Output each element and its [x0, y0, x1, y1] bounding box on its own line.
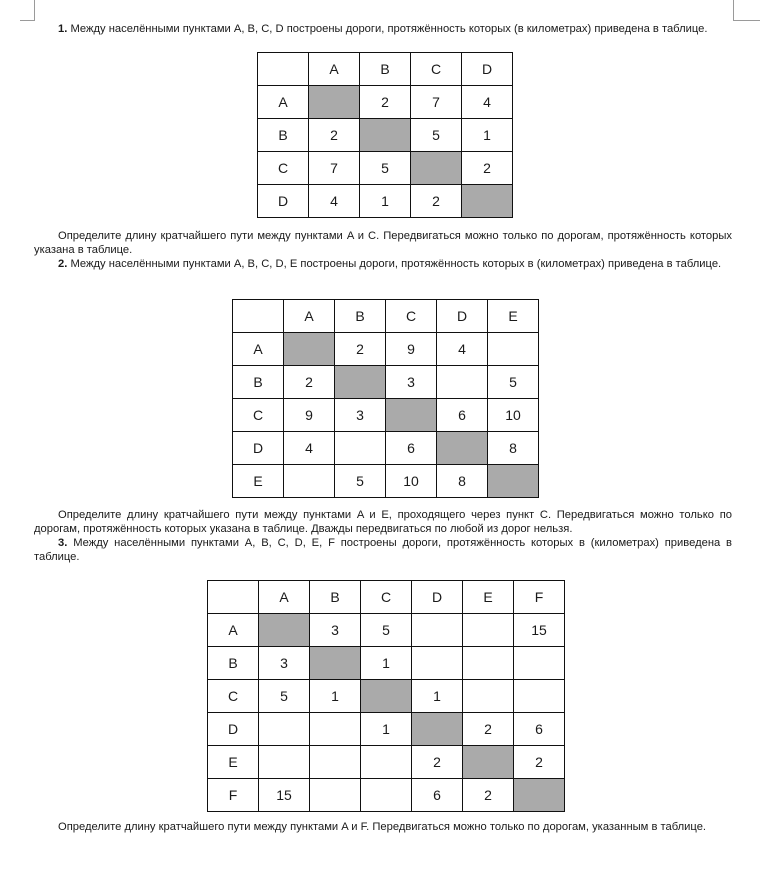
page-corner-mark-right	[733, 0, 760, 21]
distance-cell: 4	[437, 333, 488, 366]
distance-cell	[310, 713, 361, 746]
table-row	[233, 399, 539, 432]
distance-cell: 5	[488, 366, 539, 399]
distance-cell: 2	[412, 746, 463, 779]
distance-cell	[259, 713, 310, 746]
table-header-row	[258, 53, 513, 86]
distance-cell: 3	[386, 366, 437, 399]
distance-cell	[284, 465, 335, 498]
distance-cell	[437, 366, 488, 399]
diagonal-cell	[463, 746, 514, 779]
distance-cell: 8	[437, 465, 488, 498]
distance-cell	[259, 746, 310, 779]
distance-cell: 6	[412, 779, 463, 812]
distance-cell: 6	[386, 432, 437, 465]
column-header: D	[437, 300, 488, 333]
distance-cell: 3	[259, 647, 310, 680]
column-header: A	[309, 53, 360, 86]
task-3-intro	[34, 536, 732, 564]
task-1-number: 1.	[58, 23, 68, 35]
diagonal-cell	[360, 119, 411, 152]
table-row	[208, 680, 565, 713]
table-row	[258, 185, 513, 218]
task-2-intro-text: Между населёнными пунктами A, B, C, D, E построены дороги, протяжённость которых в (километрах) приведена в таблице.	[70, 258, 722, 270]
task-1-intro	[34, 22, 732, 36]
diagonal-cell	[309, 86, 360, 119]
diagonal-cell	[514, 779, 565, 812]
distance-cell: 2	[463, 779, 514, 812]
table-row	[258, 86, 513, 119]
distance-cell: 2	[309, 119, 360, 152]
table-row	[258, 119, 513, 152]
distance-cell: 1	[462, 119, 513, 152]
distance-cell: 2	[463, 713, 514, 746]
row-header: C	[208, 680, 259, 713]
distance-cell: 9	[386, 333, 437, 366]
task-1-question-text: Определите длину кратчайшего пути между пунктами A и C. Передвигаться можно только по дорогам, протяжённость которых указана в таблице.	[34, 230, 732, 256]
table-corner-cell	[233, 300, 284, 333]
task-2-question	[34, 508, 732, 536]
distance-cell: 7	[309, 152, 360, 185]
column-header: B	[310, 581, 361, 614]
diagonal-cell	[437, 432, 488, 465]
table-corner-cell	[258, 53, 309, 86]
task-2-question-text: Определите длину кратчайшего пути между пунктами A и E, проходящего через пункт C. Передвигаться можно только по дорогам, протяжённость которых указана в таблице. Дважды передвигаться по любой из дорог нельзя.	[34, 509, 732, 535]
row-header: A	[208, 614, 259, 647]
task-2-number: 2.	[58, 258, 68, 270]
distance-cell	[335, 432, 386, 465]
table-row	[258, 152, 513, 185]
distance-cell: 2	[335, 333, 386, 366]
distance-cell	[310, 779, 361, 812]
page-corner-mark-left	[20, 0, 35, 21]
distance-table-3	[207, 580, 565, 812]
column-header: E	[488, 300, 539, 333]
diagonal-cell	[259, 614, 310, 647]
distance-cell: 7	[411, 86, 462, 119]
table-row	[208, 647, 565, 680]
distance-cell: 1	[360, 185, 411, 218]
column-header: B	[360, 53, 411, 86]
row-header: C	[233, 399, 284, 432]
diagonal-cell	[310, 647, 361, 680]
column-header: D	[462, 53, 513, 86]
diagonal-cell	[335, 366, 386, 399]
row-header: D	[208, 713, 259, 746]
distance-cell: 2	[462, 152, 513, 185]
task-3-number: 3.	[58, 537, 68, 549]
distance-cell	[412, 647, 463, 680]
distance-cell	[488, 333, 539, 366]
row-header: D	[258, 185, 309, 218]
column-header: D	[412, 581, 463, 614]
table-row	[233, 366, 539, 399]
distance-cell	[463, 614, 514, 647]
table-row	[208, 713, 565, 746]
table-row	[233, 432, 539, 465]
diagonal-cell	[361, 680, 412, 713]
distance-cell: 3	[335, 399, 386, 432]
table-row	[208, 614, 565, 647]
task-2-intro	[34, 257, 732, 271]
table-corner-cell	[208, 581, 259, 614]
column-header: C	[411, 53, 462, 86]
distance-cell: 4	[462, 86, 513, 119]
distance-cell	[463, 680, 514, 713]
distance-cell	[361, 746, 412, 779]
column-header: C	[361, 581, 412, 614]
distance-cell: 8	[488, 432, 539, 465]
distance-cell: 9	[284, 399, 335, 432]
table-header-row	[208, 581, 565, 614]
distance-cell: 6	[514, 713, 565, 746]
task-3-question-text: Определите длину кратчайшего пути между пунктами A и F. Передвигаться можно только по дорогам, указанным в таблице.	[58, 821, 707, 833]
table-row	[233, 465, 539, 498]
distance-cell: 5	[360, 152, 411, 185]
row-header: A	[233, 333, 284, 366]
diagonal-cell	[462, 185, 513, 218]
row-header: C	[258, 152, 309, 185]
distance-cell: 15	[514, 614, 565, 647]
distance-cell: 2	[360, 86, 411, 119]
table-header-row	[233, 300, 539, 333]
column-header: A	[284, 300, 335, 333]
distance-cell: 1	[361, 713, 412, 746]
distance-cell: 4	[284, 432, 335, 465]
distance-cell: 5	[411, 119, 462, 152]
diagonal-cell	[488, 465, 539, 498]
distance-cell: 5	[259, 680, 310, 713]
distance-cell: 5	[361, 614, 412, 647]
table-row	[208, 746, 565, 779]
distance-cell: 6	[437, 399, 488, 432]
distance-cell: 3	[310, 614, 361, 647]
distance-cell: 2	[514, 746, 565, 779]
distance-cell: 2	[284, 366, 335, 399]
column-header: A	[259, 581, 310, 614]
distance-cell	[361, 779, 412, 812]
row-header: B	[208, 647, 259, 680]
distance-cell: 4	[309, 185, 360, 218]
row-header: B	[233, 366, 284, 399]
diagonal-cell	[412, 713, 463, 746]
distance-cell: 10	[386, 465, 437, 498]
diagonal-cell	[284, 333, 335, 366]
distance-cell	[412, 614, 463, 647]
diagonal-cell	[386, 399, 437, 432]
distance-cell: 1	[361, 647, 412, 680]
distance-cell: 10	[488, 399, 539, 432]
row-header: E	[208, 746, 259, 779]
task-1-intro-text: Между населёнными пунктами A, B, C, D построены дороги, протяжённость которых (в километрах) приведена в таблице.	[70, 23, 708, 35]
distance-cell	[310, 746, 361, 779]
distance-table-2	[232, 299, 539, 498]
distance-cell	[463, 647, 514, 680]
distance-cell: 1	[412, 680, 463, 713]
task-1-question	[34, 229, 732, 257]
column-header: F	[514, 581, 565, 614]
row-header: A	[258, 86, 309, 119]
distance-cell: 2	[411, 185, 462, 218]
row-header: D	[233, 432, 284, 465]
row-header: B	[258, 119, 309, 152]
table-row	[208, 779, 565, 812]
distance-cell	[514, 647, 565, 680]
distance-cell: 1	[310, 680, 361, 713]
row-header: E	[233, 465, 284, 498]
distance-cell: 15	[259, 779, 310, 812]
task-3-question	[34, 820, 732, 834]
distance-cell: 5	[335, 465, 386, 498]
row-header: F	[208, 779, 259, 812]
distance-table-1	[257, 52, 513, 218]
table-row	[233, 333, 539, 366]
distance-cell	[514, 680, 565, 713]
diagonal-cell	[411, 152, 462, 185]
column-header: B	[335, 300, 386, 333]
column-header: E	[463, 581, 514, 614]
task-3-intro-text: Между населёнными пунктами A, B, C, D, E, F построены дороги, протяжённость которых в (километрах) приведена в таблице.	[34, 537, 732, 563]
column-header: C	[386, 300, 437, 333]
